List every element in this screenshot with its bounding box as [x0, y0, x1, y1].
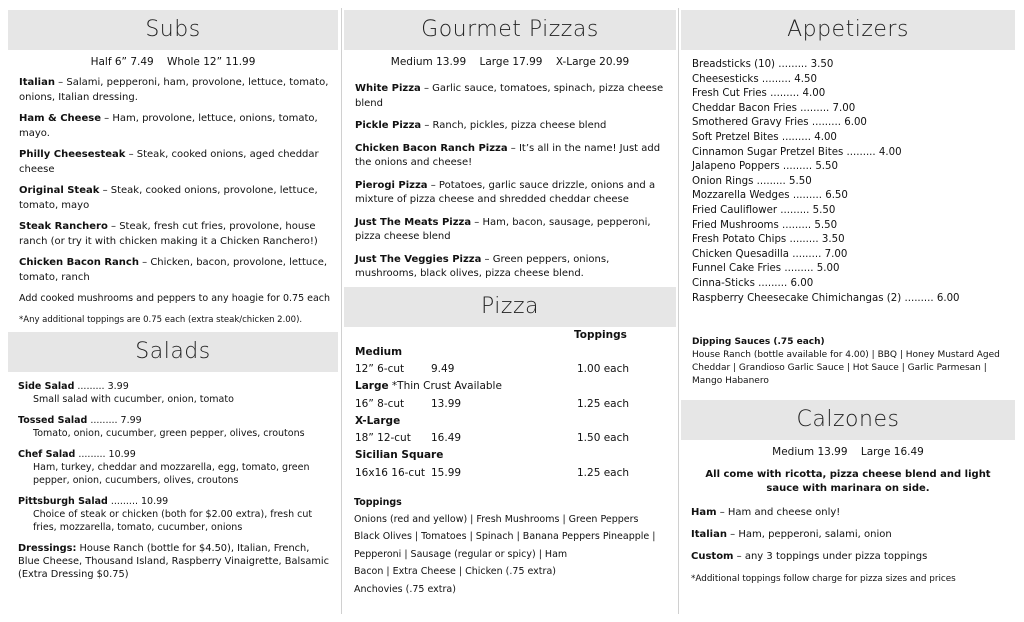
item-name: Just The Meats Pizza [355, 216, 472, 228]
subs-whole-price: Whole 12” 11.99 [167, 56, 256, 68]
dipping-sauces-list: House Ranch (bottle available for 4.00) | BBQ | Honey Mustard Aged Cheddar | Grandioso Garlic Sauce | Hot Sauce | Garlic Parmesan | Mango Habanero [692, 350, 1000, 387]
item-name: Pickle Pizza [355, 120, 422, 131]
item-desc: – Steak, cooked onions, aged cheddar cheese [19, 149, 319, 175]
item-price: ......... 10.99 [107, 496, 169, 507]
appetizer-item: Fresh Potato Chips ......... 3.50 [692, 234, 845, 246]
item-desc: – Steak, fresh cut fries, provolone, house ranch (or try it with chicken making it a Chicken Ranchero!) [19, 221, 318, 247]
size-price: 13.99 [431, 397, 462, 410]
appetizer-item: Mozzarella Wedges ......... 6.50 [692, 190, 848, 202]
toppings-column-header: Toppings [574, 328, 627, 341]
appetizer-list [692, 58, 1011, 306]
size-topping-price: 1.25 each [577, 466, 630, 479]
subs-prices [8, 56, 338, 68]
item-name: Just The Veggies Pizza [355, 253, 482, 265]
item-desc: – Ham, provolone, lettuce, onions, tomato, mayo. [19, 113, 318, 139]
calzone-item [691, 506, 1005, 520]
menu-item [355, 142, 672, 171]
appetizer-item: Breadsticks (10) ......... 3.50 [692, 59, 834, 70]
menu-item [19, 256, 334, 285]
size-name: Medium [355, 345, 403, 358]
calzone-note: *Additional toppings follow charge for pizza sizes and prices [691, 574, 956, 585]
size-cut: 16x16 16-cut [355, 466, 425, 479]
item-desc: – It’s all in the name! Just add the onions and cheese! [355, 142, 661, 168]
column-pizzas [344, 10, 676, 598]
salad-item [18, 495, 334, 534]
item-price: ......... 10.99 [75, 449, 136, 460]
item-desc: – Ranch, pickles, pizza cheese blend [421, 120, 607, 131]
menu-item [355, 119, 672, 134]
salads-header: Salads [8, 332, 338, 372]
size-note: *Thin Crust Available [388, 379, 502, 392]
item-name: Ham [691, 507, 717, 519]
appetizer-item: Cinna-Sticks ......... 6.00 [692, 277, 814, 289]
pizza-sizes [344, 327, 676, 497]
toppings-list [354, 511, 672, 599]
item-name: Ham & Cheese [19, 113, 101, 124]
appetizer-item: Onion Rings ......... 5.50 [692, 175, 812, 187]
item-desc: Ham, turkey, cheddar and mozzarella, egg, tomato, green pepper, onion, cucumbers, olives, croutons [33, 462, 310, 486]
calzone-intro: All come with ricotta, pizza cheese blend and light sauce with marinara on side. [705, 469, 991, 495]
subs-note: Add cooked mushrooms and peppers to any hoagie for 0.75 each [19, 293, 331, 304]
item-desc: Small salad with cucumber, onion, tomato [33, 394, 234, 405]
item-name: Custom [691, 551, 734, 563]
calzone-item [691, 550, 1005, 564]
dipping-sauces [692, 336, 1005, 388]
item-name: Chef Salad [18, 449, 76, 460]
calzone-large-price: Large 16.49 [860, 446, 924, 459]
subs-half-price: Half 6” 7.49 [90, 56, 154, 68]
gourmet-header: Gourmet Pizzas [344, 10, 676, 50]
item-desc: – Ham, bacon, sausage, pepperoni, pizza cheese blend [355, 216, 651, 242]
column-subs-salads [8, 10, 338, 589]
item-name: Pierogi Pizza [355, 179, 428, 191]
toppings-line: Black Olives | Tomatoes | Spinach | Banana Peppers Pineapple | [354, 531, 656, 542]
item-desc: Tomato, onion, cucumber, green pepper, olives, croutons [33, 428, 305, 439]
appetizer-item: Chicken Quesadilla ......... 7.00 [692, 248, 848, 260]
calzone-prices [681, 446, 1015, 458]
menu-item [355, 253, 672, 282]
item-desc: – Chicken, bacon, provolone, lettuce, tomato, ranch [19, 257, 328, 283]
item-price: ......... 7.99 [87, 415, 142, 426]
salad-item [18, 448, 334, 487]
menu-item [19, 184, 334, 213]
item-price: ......... 3.99 [74, 381, 129, 392]
toppings-line: Onions (red and yellow) | Fresh Mushrooms | Green Peppers [354, 513, 639, 525]
menu-item [19, 148, 334, 177]
salad-item [18, 380, 334, 406]
dipping-sauces-title: Dipping Sauces (.75 each) [692, 337, 825, 348]
toppings-line: Anchovies (.75 extra) [354, 583, 456, 595]
size-name: X-Large [355, 414, 401, 427]
size-topping-price: 1.50 each [577, 431, 630, 444]
item-name: Italian [19, 77, 55, 88]
size-name: Sicilian Square [355, 448, 444, 461]
item-name: Philly Cheesesteak [19, 149, 126, 160]
column-divider [341, 8, 342, 614]
calzone-medium-price: Medium 13.99 [772, 446, 848, 459]
size-price: 15.99 [431, 466, 462, 479]
gourmet-medium-price: Medium 13.99 [390, 56, 467, 68]
dressings [18, 542, 334, 581]
size-price: 16.49 [431, 431, 462, 444]
gourmet-large-price: Large 17.99 [479, 56, 543, 68]
appetizer-item: Cheddar Bacon Fries ......... 7.00 [692, 102, 856, 114]
item-name: Steak Ranchero [19, 221, 108, 232]
item-name: Chicken Bacon Ranch Pizza [355, 142, 508, 154]
appetizer-item: Smothered Gravy Fries ......... 6.00 [692, 117, 867, 129]
item-desc: – Potatoes, garlic sauce drizzle, onions and a mixture of pizza cheese and shredded cheddar cheese [355, 179, 656, 205]
item-name: Side Salad [18, 381, 75, 392]
appetizer-item: Funnel Cake Fries ......... 5.00 [692, 263, 840, 275]
toppings-line: Bacon | Extra Cheese | Chicken (.75 extra) [354, 566, 556, 577]
size-name: Large [355, 379, 389, 392]
item-desc: Choice of steak or chicken (both for $2.00 extra), fresh cut fries, mozzarella, tomato, cucumber, onions [33, 509, 313, 533]
subs-header: Subs [8, 10, 338, 50]
size-topping-price: 1.00 each [577, 362, 630, 375]
item-desc: – any 3 toppings under pizza toppings [733, 551, 928, 563]
item-name: White Pizza [355, 83, 421, 94]
item-desc: – Green peppers, onions, mushrooms, black olives, pizza cheese blend. [355, 253, 610, 279]
column-divider [678, 8, 679, 614]
toppings-line: Pepperoni | Sausage (regular or spicy) | Ham [354, 548, 568, 560]
appetizer-item: Soft Pretzel Bites ......... 4.00 [692, 131, 837, 143]
menu-item [355, 216, 672, 245]
item-desc: – Steak, cooked onions, provolone, lettuce, tomato, mayo [19, 185, 318, 211]
size-topping-price: 1.25 each [577, 397, 630, 410]
size-price: 9.49 [431, 362, 455, 375]
menu-item [19, 220, 334, 249]
item-desc: – Salami, pepperoni, ham, provolone, lettuce, tomato, onions, Italian dressing. [19, 77, 329, 103]
calzone-item [691, 528, 1005, 542]
pizza-header: Pizza [344, 287, 676, 327]
gourmet-prices [344, 56, 676, 68]
size-cut: 18” 12-cut [355, 431, 411, 444]
menu-item [19, 76, 334, 105]
calzones-header: Calzones [681, 400, 1015, 440]
item-desc: – Ham, pepperoni, salami, onion [726, 529, 892, 541]
appetizer-item: Fresh Cut Fries ......... 4.00 [692, 88, 826, 100]
appetizers-header: Appetizers [681, 10, 1015, 50]
appetizer-item: Cheesesticks ......... 4.50 [692, 73, 817, 85]
appetizer-item: Fried Mushrooms ......... 5.50 [692, 219, 838, 231]
toppings-title: Toppings [354, 496, 402, 508]
item-name: Pittsburgh Salad [18, 496, 108, 507]
column-appetizers-calzones [681, 10, 1015, 594]
appetizer-item: Cinnamon Sugar Pretzel Bites ......... 4.00 [692, 146, 902, 158]
dressings-text: House Ranch (bottle for $4.50), Italian, French, Blue Cheese, Thousand Island, Raspberry Vinaigrette, Balsamic (Extra Dressing $0.75) [18, 543, 329, 580]
appetizer-item: Jalapeno Poppers ......... 5.50 [692, 161, 838, 173]
appetizer-item: Raspberry Cheesecake Chimichangas (2) ......... 6.00 [692, 292, 960, 304]
salad-item [18, 414, 334, 440]
menu-item [355, 179, 672, 208]
menu-item [355, 82, 672, 111]
appetizer-item: Fried Cauliflower ......... 5.50 [692, 204, 836, 216]
item-desc: – Ham and cheese only! [716, 507, 841, 519]
item-desc: – Garlic sauce, tomatoes, spinach, pizza cheese blend [355, 83, 664, 109]
subs-toppings-note: *Any additional toppings are 0.75 each (extra steak/chicken 2.00). [19, 315, 303, 325]
item-name: Tossed Salad [18, 415, 88, 426]
size-row [355, 380, 502, 392]
item-name: Chicken Bacon Ranch [19, 257, 139, 268]
size-cut: 16” 8-cut [355, 397, 405, 410]
gourmet-xlarge-price: X-Large 20.99 [555, 56, 630, 68]
item-name: Original Steak [19, 185, 100, 196]
item-name: Italian [691, 529, 727, 541]
size-cut: 12” 6-cut [355, 362, 405, 375]
menu-item [19, 112, 334, 141]
dressings-label: Dressings: [18, 543, 77, 554]
